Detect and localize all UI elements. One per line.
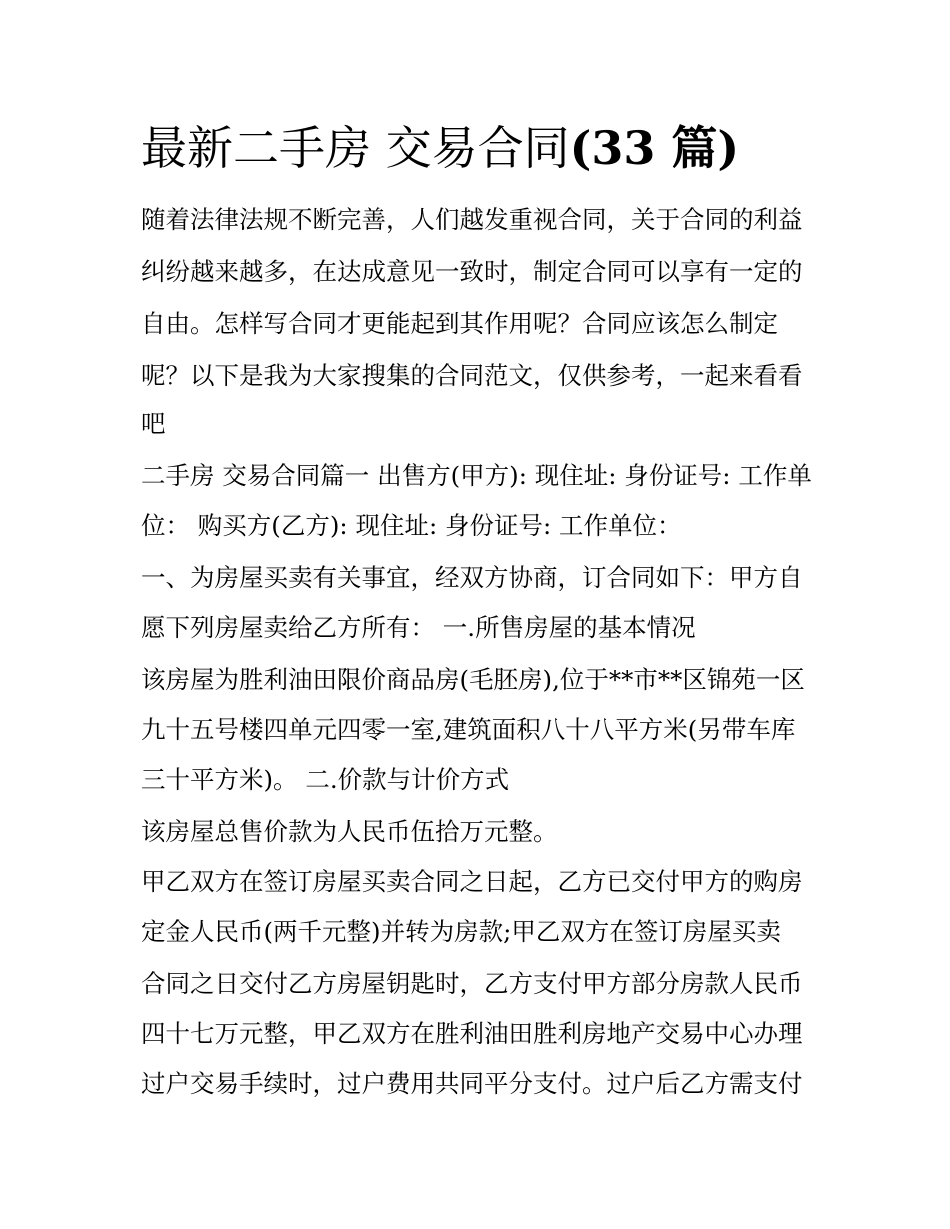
body-line: 九十五号楼四单元四零一室,建筑面积八十八平方米(另带车库 [141,715,796,744]
body-line: 呢？以下是我为大家搜集的合同范文，仅供参考，一起来看看 [141,361,803,390]
body-line: 合同之日交付乙方房屋钥匙时，乙方支付甲方部分房款人民币 [141,969,803,998]
body-line: 该房屋为胜利油田限价商品房(毛胚房),位于**市**区锦苑一区 [141,665,805,694]
body-line: 位： 购买方(乙方): 现住址: 身份证号: 工作单位： [141,511,682,540]
document-title [141,118,739,178]
title-count: (33 篇) [569,121,740,175]
body-line: 三十平方米)。 二.价款与计价方式 [141,765,510,794]
body-line: 纠纷越来越多，在达成意见一致时，制定合同可以享有一定的 [141,257,803,286]
body-line: 该房屋总售价款为人民币伍拾万元整。 [141,817,558,846]
body-line: 过户交易手续时，过户费用共同平分支付。过户后乙方需支付 [141,1069,803,1098]
body-line: 四十七万元整，甲乙双方在胜利油田胜利房地产交易中心办理 [141,1019,803,1048]
body-line: 甲乙双方在签订房屋买卖合同之日起，乙方已交付甲方的购房 [141,867,803,896]
body-line: 一、为房屋买卖有关事宜，经双方协商，订合同如下：甲方自 [141,563,803,592]
body-line: 自由。怎样写合同才更能起到其作用呢？合同应该怎么制定 [141,309,778,338]
title-main: 最新二手房 交易合同 [141,121,570,175]
body-line: 二手房 交易合同篇一 出售方(甲方): 现住址: 身份证号: 工作单 [141,461,812,490]
body-line: 愿下列房屋卖给乙方所有： 一.所售房屋的基本情况 [141,613,696,642]
body-line: 定金人民币(两千元整)并转为房款;甲乙双方在签订房屋买卖 [141,917,781,946]
body-line: 随着法律法规不断完善，人们越发重视合同，关于合同的利益 [141,205,803,234]
body-line: 吧 [141,409,166,438]
